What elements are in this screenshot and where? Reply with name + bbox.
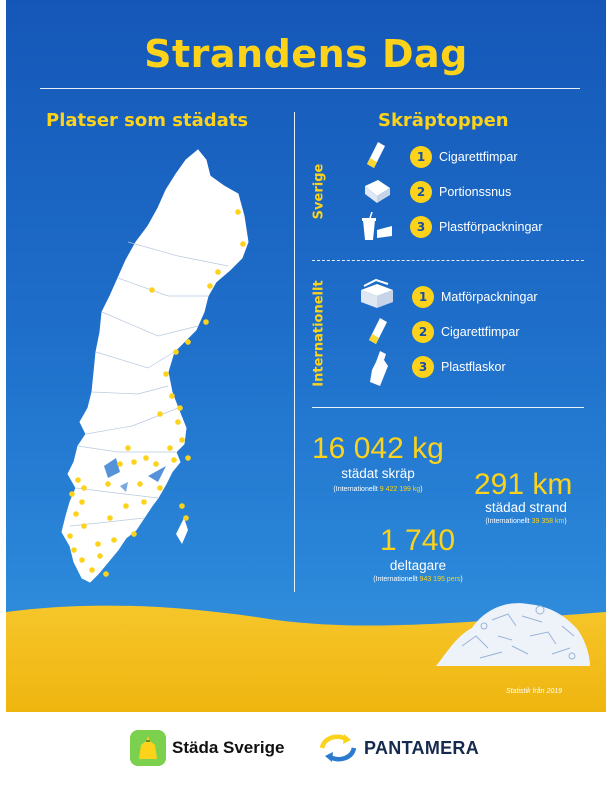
distance-value: 291 km	[474, 468, 573, 501]
list-item	[410, 216, 543, 238]
distance-label: städad strand	[485, 500, 567, 515]
food-packaging-icon	[358, 278, 396, 310]
rank-badge: 3	[412, 356, 434, 378]
rank-badge: 1	[412, 286, 434, 308]
column-divider	[294, 112, 295, 592]
pantamera-name: PANTAMERA	[364, 737, 480, 758]
weight-value: 16 042 kg	[312, 432, 444, 465]
top-litter-heading: Skräptoppen	[378, 110, 509, 131]
title-divider	[40, 88, 580, 89]
trash-pile-icon	[432, 596, 592, 672]
rank-badge: 2	[412, 321, 434, 343]
cigarette-icon	[362, 140, 390, 170]
pantamera-logo	[318, 732, 479, 764]
sweden-map-icon	[48, 146, 258, 596]
snus-icon	[362, 176, 392, 206]
rank-badge: 1	[410, 146, 432, 168]
page-title: Strandens Dag	[144, 32, 468, 76]
participants-label: deltagare	[389, 558, 447, 573]
item-label: Cigarettfimpar	[439, 150, 518, 164]
stada-sverige-logo	[130, 730, 284, 766]
list-item	[410, 146, 518, 168]
item-label: Portionssnus	[439, 185, 512, 199]
recycle-arrows-icon	[318, 732, 358, 764]
sweden-label: Sverige	[311, 163, 327, 220]
source-note: Statistik från 2019	[506, 688, 563, 695]
rank-badge: 2	[410, 181, 432, 203]
list-item	[412, 356, 506, 378]
plastic-packaging-icon	[360, 212, 394, 242]
item-label: Plastförpackningar	[439, 220, 543, 234]
international-label: Internationellt	[311, 280, 327, 387]
weight-label: städat skräp	[341, 466, 415, 481]
item-label: Cigarettfimpar	[441, 325, 520, 339]
weight-international: (Internationellt 9 422 199 kg)	[333, 486, 423, 493]
list-item	[412, 286, 538, 308]
participants-value: 1 740	[380, 524, 456, 557]
item-label: Plastflaskor	[441, 360, 506, 374]
locations-heading: Platser som städats	[46, 110, 249, 131]
item-label: Matförpackningar	[441, 290, 538, 304]
bag-icon	[137, 735, 159, 761]
participants-international: (Internationellt 943 195 pers)	[373, 576, 463, 583]
plastic-bottle-icon	[364, 350, 392, 388]
stada-sverige-app-icon	[130, 730, 166, 766]
stada-sverige-name: Städa Sverige	[172, 738, 285, 757]
poster	[6, 0, 606, 712]
stats-divider	[312, 407, 584, 408]
cigarette-icon	[364, 316, 392, 346]
list-item	[412, 321, 520, 343]
distance-international: (Internationellt 39 358 km)	[485, 518, 567, 525]
list-item	[410, 181, 511, 203]
rank-badge: 3	[410, 216, 432, 238]
section-divider	[312, 260, 584, 261]
